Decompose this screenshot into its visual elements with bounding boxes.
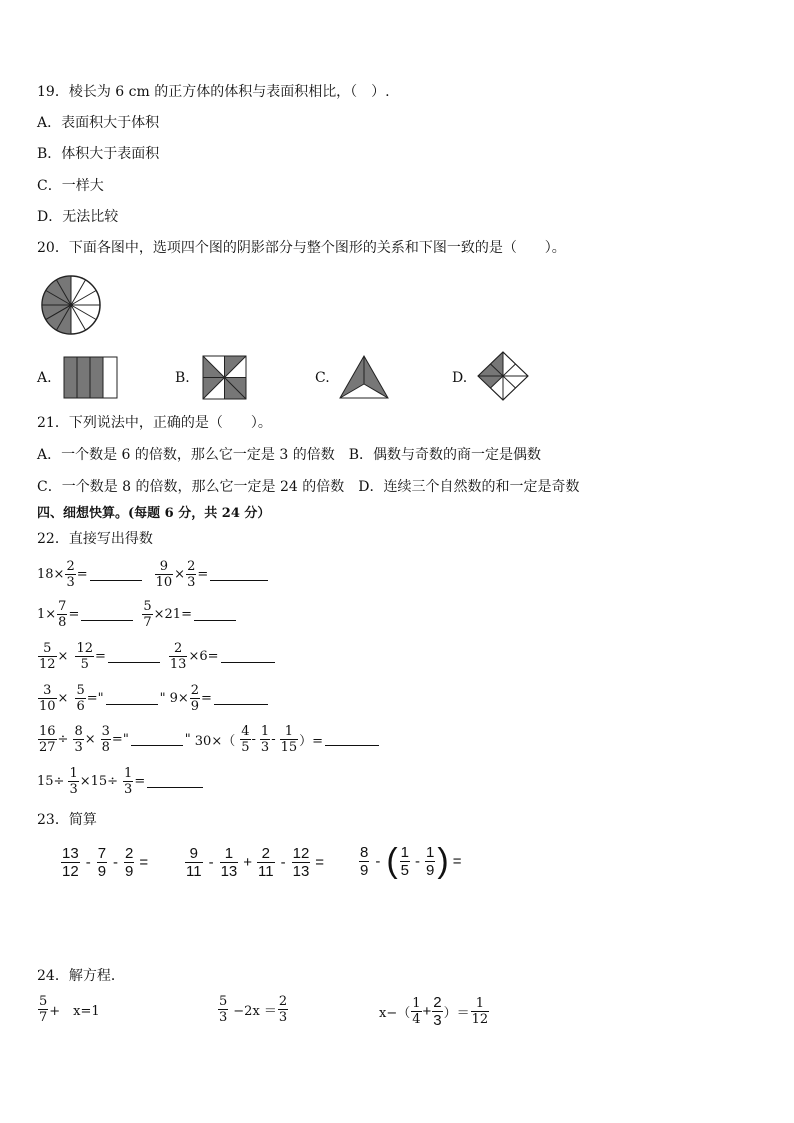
q21-stem: 21．下列说法中，正确的是（ ）。	[37, 415, 272, 431]
reference-circle-figure	[40, 274, 102, 336]
fraction: $\frac{9}{10}$	[155, 559, 173, 590]
fraction: 1 9	[426, 843, 435, 879]
q19-option-b: B．体积大于表面积	[37, 146, 160, 162]
q22-text: ×15÷	[79, 774, 119, 789]
q24-equation-1	[37, 995, 100, 1024]
left-paren: (	[386, 842, 398, 880]
fraction: $\frac{12}{5}$	[76, 641, 93, 672]
fraction: 5 7	[39, 994, 48, 1025]
q22-text: ×6=	[188, 649, 219, 664]
fraction: $\frac{1}{3}$	[69, 766, 78, 797]
q23-expression-1: 13 12 - 7 9 - $\frac{2}{9}$ =	[62, 845, 149, 880]
answer-blank	[90, 568, 142, 581]
q20-option-b-figure	[202, 355, 248, 401]
q20-option-d-label: D.	[452, 370, 468, 386]
q22-row2	[37, 600, 238, 629]
q20-option-a-label: A.	[37, 370, 52, 386]
q24-text: + x=1	[49, 1004, 100, 1019]
fraction: $\frac{5}{7}$	[143, 599, 152, 630]
q22-text: =	[95, 649, 106, 664]
answer-blank	[147, 775, 203, 788]
q24-text: x−（	[379, 1006, 411, 1021]
fraction: $\frac{2}{9}$	[125, 845, 134, 880]
q22-text: ="	[86, 691, 104, 706]
q22-text: "	[184, 732, 191, 747]
fraction: 1 15	[280, 724, 298, 755]
q22-text: ÷	[57, 732, 69, 747]
q20-option-a-figure	[63, 356, 119, 400]
answer-blank	[106, 692, 158, 705]
fraction: $\frac{8}{3}$	[74, 724, 83, 755]
q22-stem: 22．直接写出得数	[37, 531, 153, 547]
q20-option-c-figure	[338, 354, 390, 400]
fraction: $\frac{5}{6}$	[76, 683, 85, 714]
q22-text: 15÷	[37, 774, 65, 789]
q23-stem: 23．简算	[37, 812, 97, 828]
q22-text: ）=	[299, 734, 324, 749]
fraction: $\frac{3}{10}$	[39, 683, 56, 714]
q22-text: -	[271, 732, 276, 747]
q19-option-d: D．无法比较	[37, 209, 119, 225]
fraction: 1 12	[471, 996, 489, 1027]
q24-stem: 24．解方程．	[37, 968, 125, 984]
q22-text: -	[251, 732, 256, 747]
q23-expression-3: 8 9 - ( 1 5 - 1 9 ) =	[360, 842, 462, 880]
q19-option-c: C．一样大	[37, 178, 104, 194]
q22-text: ="	[111, 732, 129, 747]
fraction: 13 12	[62, 845, 79, 880]
fraction: $\frac{2}{3}$	[187, 559, 196, 590]
q22-row3	[37, 642, 277, 671]
q20-option-d-figure	[476, 350, 530, 402]
q22-text: 18×	[37, 567, 65, 582]
fraction: $\frac{5}{12}$	[39, 641, 56, 672]
answer-blank	[81, 608, 133, 621]
fraction: 1 4	[412, 996, 421, 1027]
fraction: 1 3	[260, 724, 270, 755]
answer-blank	[131, 733, 183, 746]
fraction: $\frac{2}{11}$	[258, 845, 274, 880]
q22-text: 9×	[169, 691, 189, 706]
q22-text: =	[134, 774, 146, 789]
answer-blank	[214, 692, 268, 705]
q24-text: +	[422, 1003, 432, 1020]
q22-text: 1×	[37, 607, 57, 622]
fraction: 8 9	[360, 843, 369, 879]
q20-option-b-label: B.	[175, 370, 190, 386]
q19-stem: 19．棱长为 6 cm 的正方体的体积与表面积相比，（ ）.	[37, 84, 390, 100]
fraction: 7 9	[97, 845, 107, 880]
q24-equation-3	[379, 995, 490, 1028]
q22-text: 30×（	[194, 734, 236, 749]
right-paren: )	[437, 842, 449, 880]
fraction: 1 13	[220, 845, 238, 880]
q22-text: =	[68, 607, 80, 622]
q22-row6	[37, 767, 205, 796]
q22-text: =	[197, 567, 209, 582]
q19-option-a: A．表面积大于体积	[37, 115, 160, 131]
q22-text: ×	[174, 567, 186, 582]
q22-text: ×	[57, 649, 69, 664]
q24-equation-2	[217, 995, 289, 1024]
q20-option-c-label: C.	[315, 370, 330, 386]
q22-text: "	[159, 691, 166, 706]
fraction: 4 5	[241, 724, 250, 755]
fraction: $\frac{2}{9}$	[190, 683, 200, 714]
fraction: 2 3	[278, 994, 288, 1025]
q22-text: =	[201, 691, 212, 706]
section-4-heading: 四、细想快算。(每题 6 分，共 24 分）	[37, 506, 271, 521]
q22-text: ×	[57, 691, 69, 706]
q20-stem: 20．下面各图中，选项四个图的阴影部分与整个图形的关系和下图一致的是（ ）。	[37, 240, 566, 256]
answer-blank	[221, 650, 275, 663]
q22-text: =	[76, 567, 88, 582]
q21-options-row2: C．一个数是 8 的倍数，那么它一定是 24 的倍数 D．连续三个自然数的和一定是奇数	[37, 479, 580, 495]
q22-text: ×	[84, 732, 96, 747]
answer-blank	[108, 650, 160, 663]
fraction: $\frac{3}{8}$	[101, 724, 110, 755]
fraction: $\frac{16}{27}$	[39, 724, 56, 755]
fraction: $\frac{2}{3}$	[66, 559, 75, 590]
answer-blank	[210, 568, 268, 581]
q22-text: ×21=	[153, 607, 192, 622]
fraction: $\frac{7}{8}$	[58, 599, 67, 630]
q21-options-row1: A．一个数是 6 的倍数，那么它一定是 3 的倍数 B．偶数与奇数的商一定是偶数	[37, 447, 542, 463]
fraction: $\frac{2}{13}$	[169, 641, 187, 672]
q23-expression-2: 9 11 - 1 13 + $\frac{2}{11}$ - $\frac{12}{13}$ =	[186, 845, 325, 880]
q22-row1	[37, 560, 270, 589]
fraction: 9 11	[186, 845, 202, 880]
fraction: $\frac{1}{3}$	[124, 766, 133, 797]
fraction: $\frac{12}{13}$	[292, 845, 310, 880]
fraction: 5 3	[219, 994, 228, 1025]
q22-row5	[37, 725, 381, 754]
q24-text: −2x ＝	[233, 1004, 277, 1019]
q22-row4	[37, 684, 270, 713]
fraction: $\frac{2}{3}$	[433, 994, 442, 1029]
fraction: 1 5	[400, 843, 410, 879]
q24-text: ）＝	[443, 1006, 470, 1021]
answer-blank	[194, 608, 236, 621]
answer-blank	[325, 733, 379, 746]
